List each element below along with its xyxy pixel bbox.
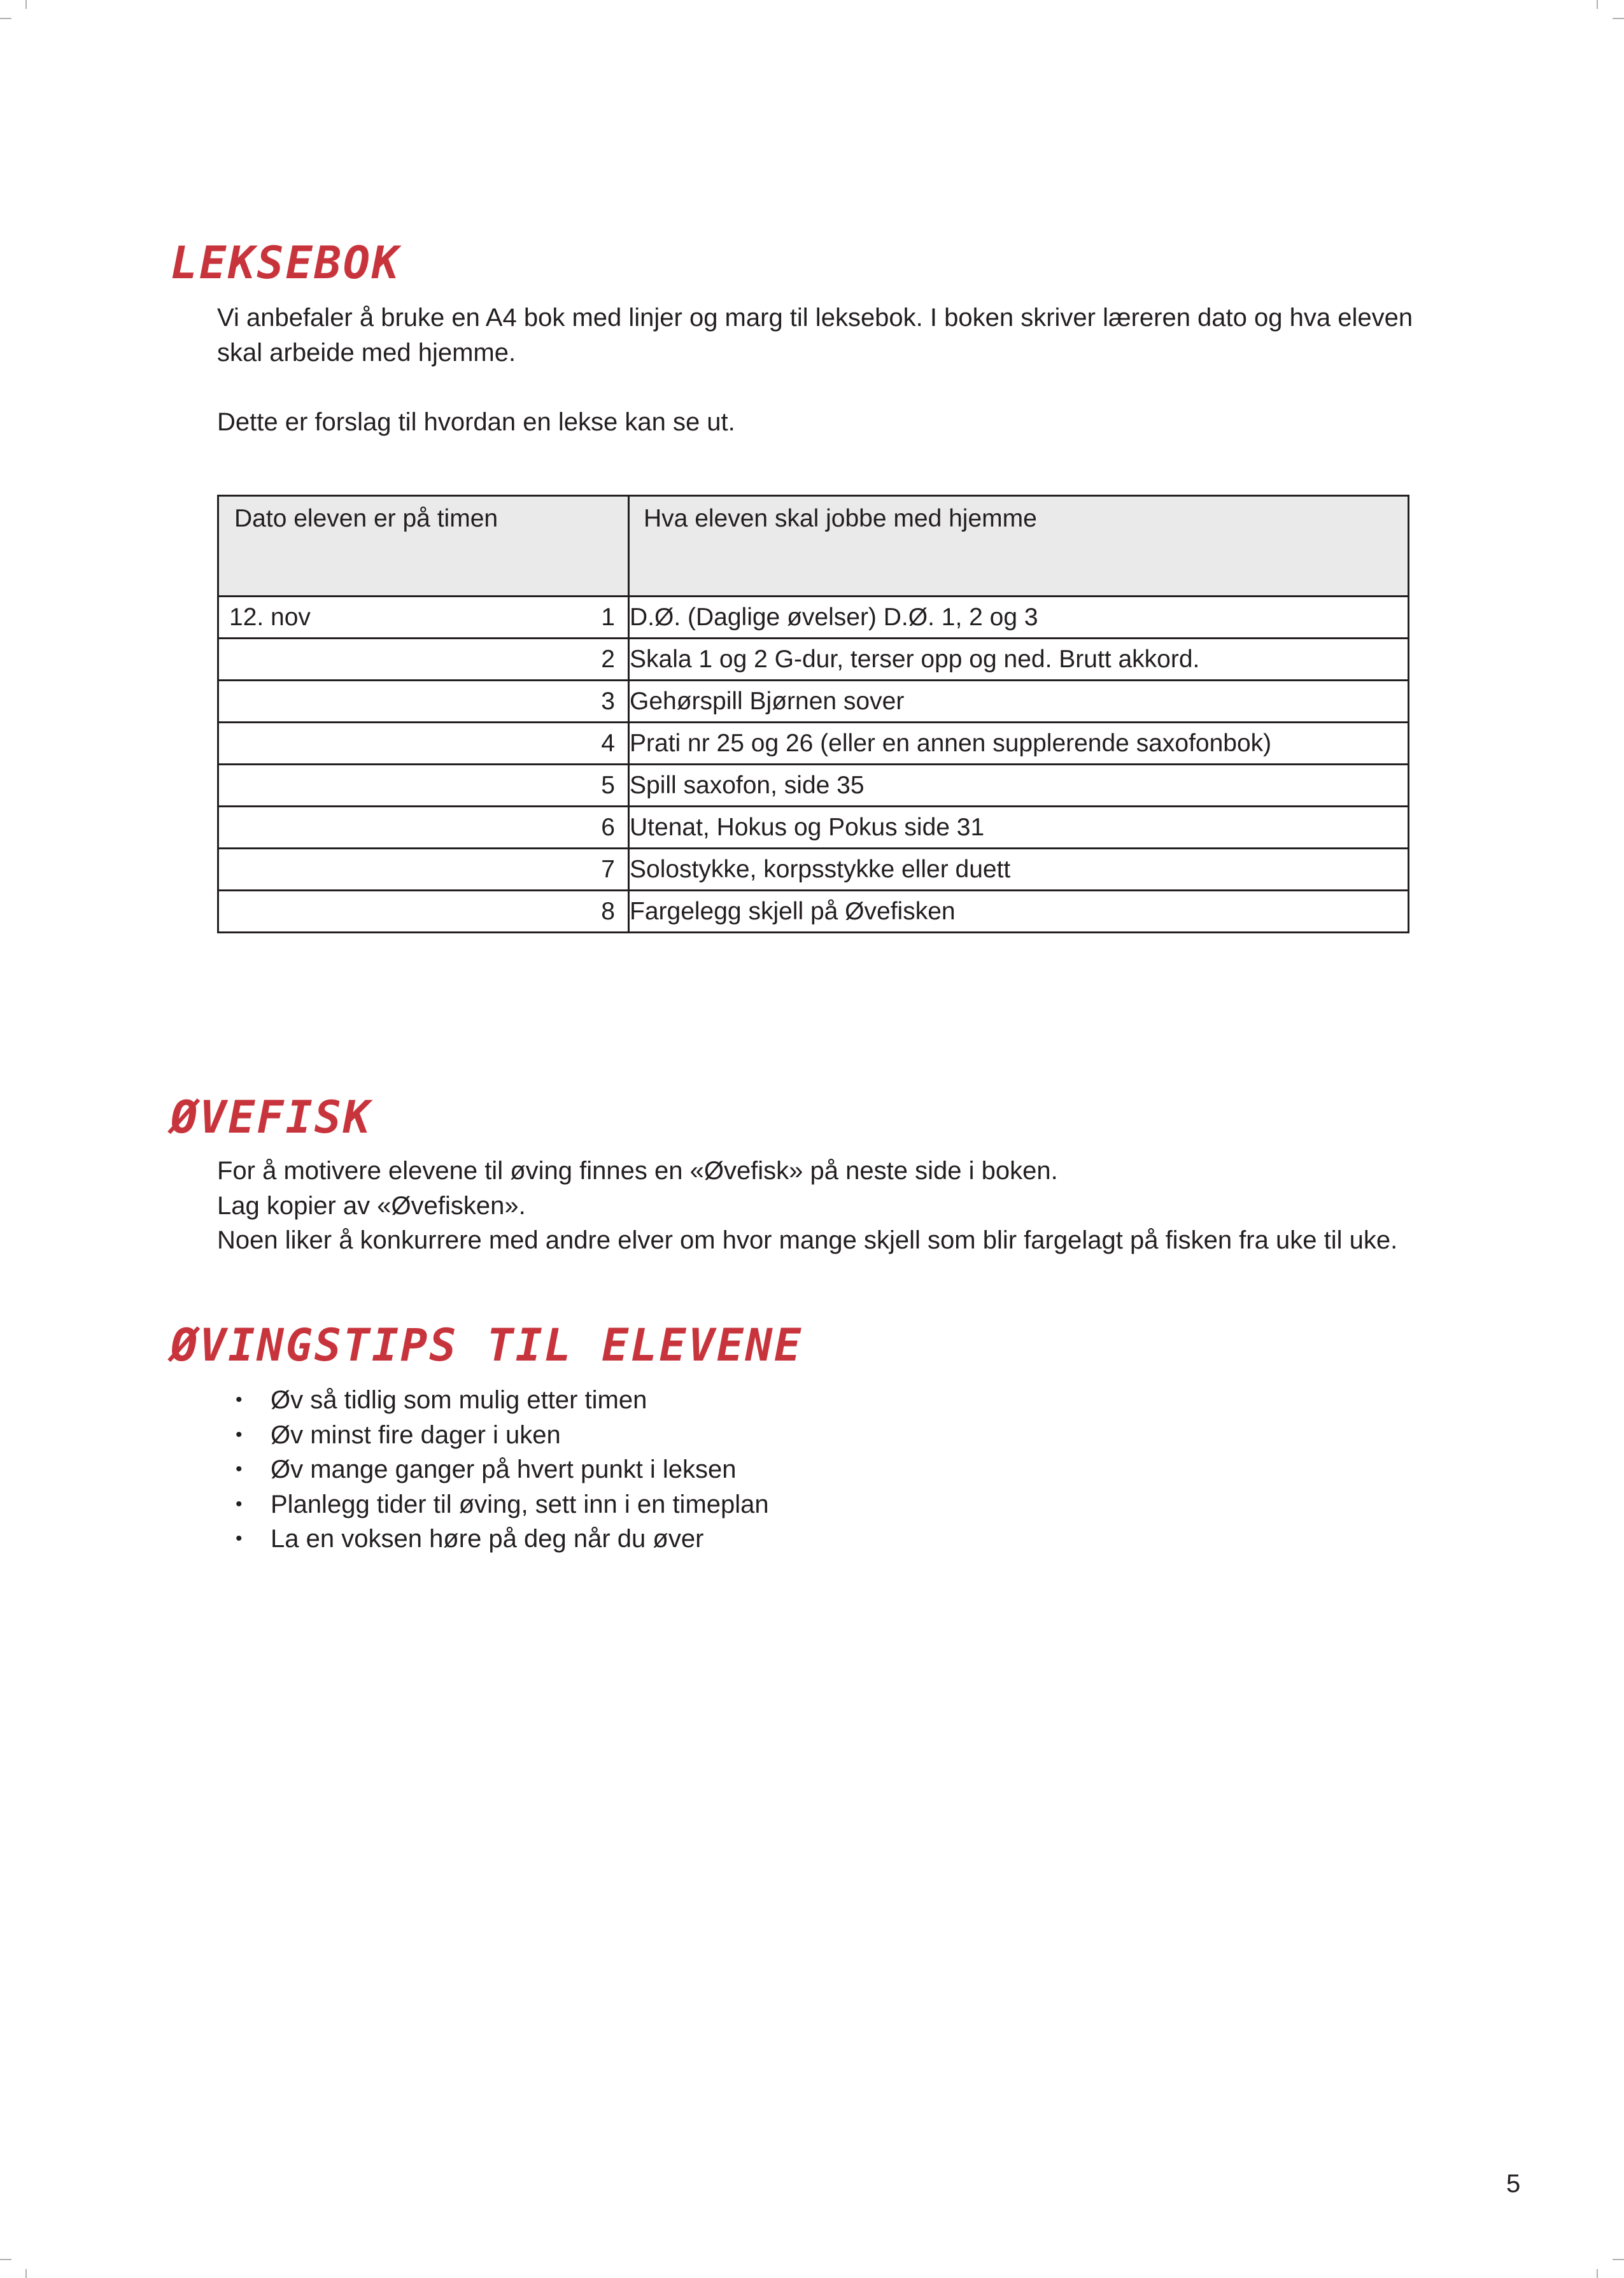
page-number: 5 [1506, 2170, 1521, 2198]
ovefisk-line-2: Lag kopier av «Øvefisken». [217, 1192, 526, 1220]
table-row [218, 849, 1409, 891]
ovefisk-line-3: Noen liker å konkurrere med andre elver om hvor mange skjell som blir fargelagt på fisken fra uke til uke. [217, 1226, 1398, 1254]
row-task: Solostykke, korpsstykke eller duett [629, 849, 1409, 891]
list-item: • Øv minst fire dager i uken [236, 1418, 769, 1453]
leksebok-intro: Vi anbefaler å bruke en A4 bok med linjer og marg til leksebok. I boken skriver læreren dato og hva eleven skal arbeide med hjemme. [217, 304, 1413, 367]
table-row [218, 807, 1409, 849]
crop-mark-bottom-left-v [25, 2269, 27, 2278]
table-row [218, 597, 1409, 639]
row-task: Gehørspill Bjørnen sover [629, 681, 1409, 723]
row-task: Prati nr 25 og 26 (eller en annen supplerende saxofonbok) [629, 723, 1409, 765]
row-number: 2 [601, 645, 615, 673]
row-number: 4 [601, 729, 615, 757]
list-item: • Øv mange ganger på hvert punkt i leksen [236, 1452, 769, 1487]
crop-mark-top-left [0, 18, 11, 19]
table-row [218, 891, 1409, 933]
ovefisk-heading: ØVEFISK [171, 1091, 372, 1143]
leksebok-heading: LEKSEBOK [171, 237, 401, 289]
table-header-row [218, 496, 1409, 597]
crop-mark-top-right-v [1597, 0, 1598, 9]
row-task: Fargelegg skjell på Øvefisken [629, 891, 1409, 933]
homework-table [217, 495, 1409, 933]
tips-heading: ØVINGSTIPS TIL ELEVENE [171, 1319, 803, 1371]
row-number: 5 [601, 771, 615, 799]
table-row [218, 765, 1409, 807]
ovefisk-line-1: For å motivere elevene til øving finnes en «Øvefisk» på neste side i boken. [217, 1157, 1058, 1185]
table-row [218, 723, 1409, 765]
table-header-task: Hva eleven skal jobbe med hjemme [629, 496, 1409, 597]
row-task: D.Ø. (Daglige øvelser) D.Ø. 1, 2 og 3 [629, 597, 1409, 639]
crop-mark-top-left-v [25, 0, 27, 9]
crop-mark-bottom-right-v [1597, 2269, 1598, 2278]
table-header-date: Dato eleven er på timen [218, 496, 629, 597]
crop-mark-bottom-left [0, 2259, 11, 2260]
crop-mark-top-right [1613, 18, 1624, 19]
row-date: 12. nov [229, 603, 311, 631]
leksebok-example-note: Dette er forslag til hvordan en lekse kan se ut. [217, 408, 735, 436]
row-task: Spill saxofon, side 35 [629, 765, 1409, 807]
row-task: Utenat, Hokus og Pokus side 31 [629, 807, 1409, 849]
row-number: 7 [601, 855, 615, 883]
crop-mark-bottom-right [1613, 2259, 1624, 2260]
table-row [218, 681, 1409, 723]
list-item: • Øv så tidlig som mulig etter timen [236, 1383, 769, 1418]
row-number: 8 [601, 897, 615, 925]
tips-list [236, 1383, 769, 1557]
row-number: 3 [601, 687, 615, 715]
list-item: • Planlegg tider til øving, sett inn i en timeplan [236, 1487, 769, 1522]
row-number: 6 [601, 813, 615, 841]
table-row [218, 639, 1409, 681]
row-number: 1 [601, 603, 615, 631]
row-task: Skala 1 og 2 G-dur, terser opp og ned. Brutt akkord. [629, 639, 1409, 681]
list-item: • La en voksen høre på deg når du øver [236, 1522, 769, 1557]
